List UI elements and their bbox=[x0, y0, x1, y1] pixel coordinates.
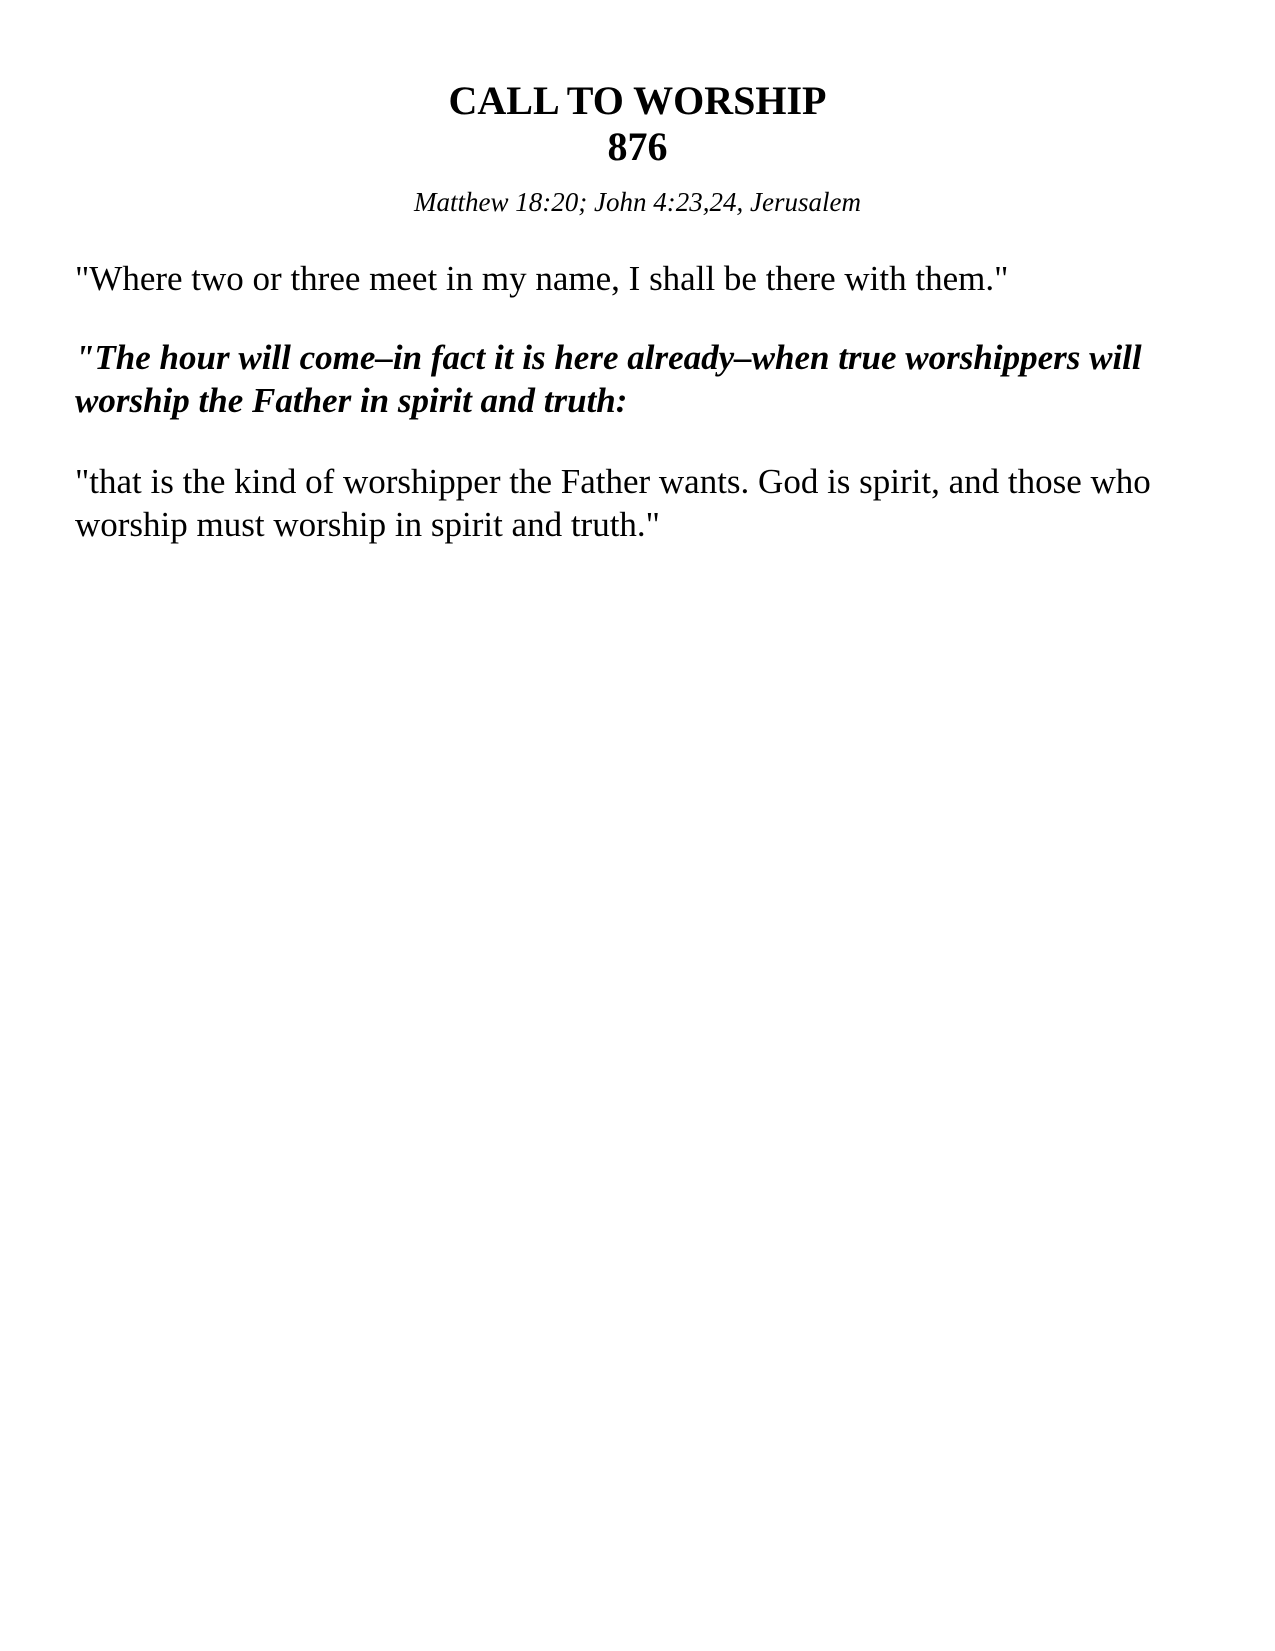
hymn-number: 876 bbox=[607, 124, 668, 169]
leader-paragraph-1: "Where two or three meet in my name, I shall be there with them." bbox=[75, 259, 1009, 298]
response-paragraph: "The hour will come–in fact it is here already–when true worshippers will worship the Father in spirit and truth: bbox=[75, 338, 1142, 420]
scripture-reference: Matthew 18:20; John 4:23,24, Jerusalem bbox=[414, 187, 861, 217]
page-title: CALL TO WORSHIP bbox=[448, 78, 827, 123]
leader-paragraph-2: "that is the kind of worshipper the Father wants. God is spirit, and those who worship must worship in spirit and truth." bbox=[75, 462, 1151, 544]
